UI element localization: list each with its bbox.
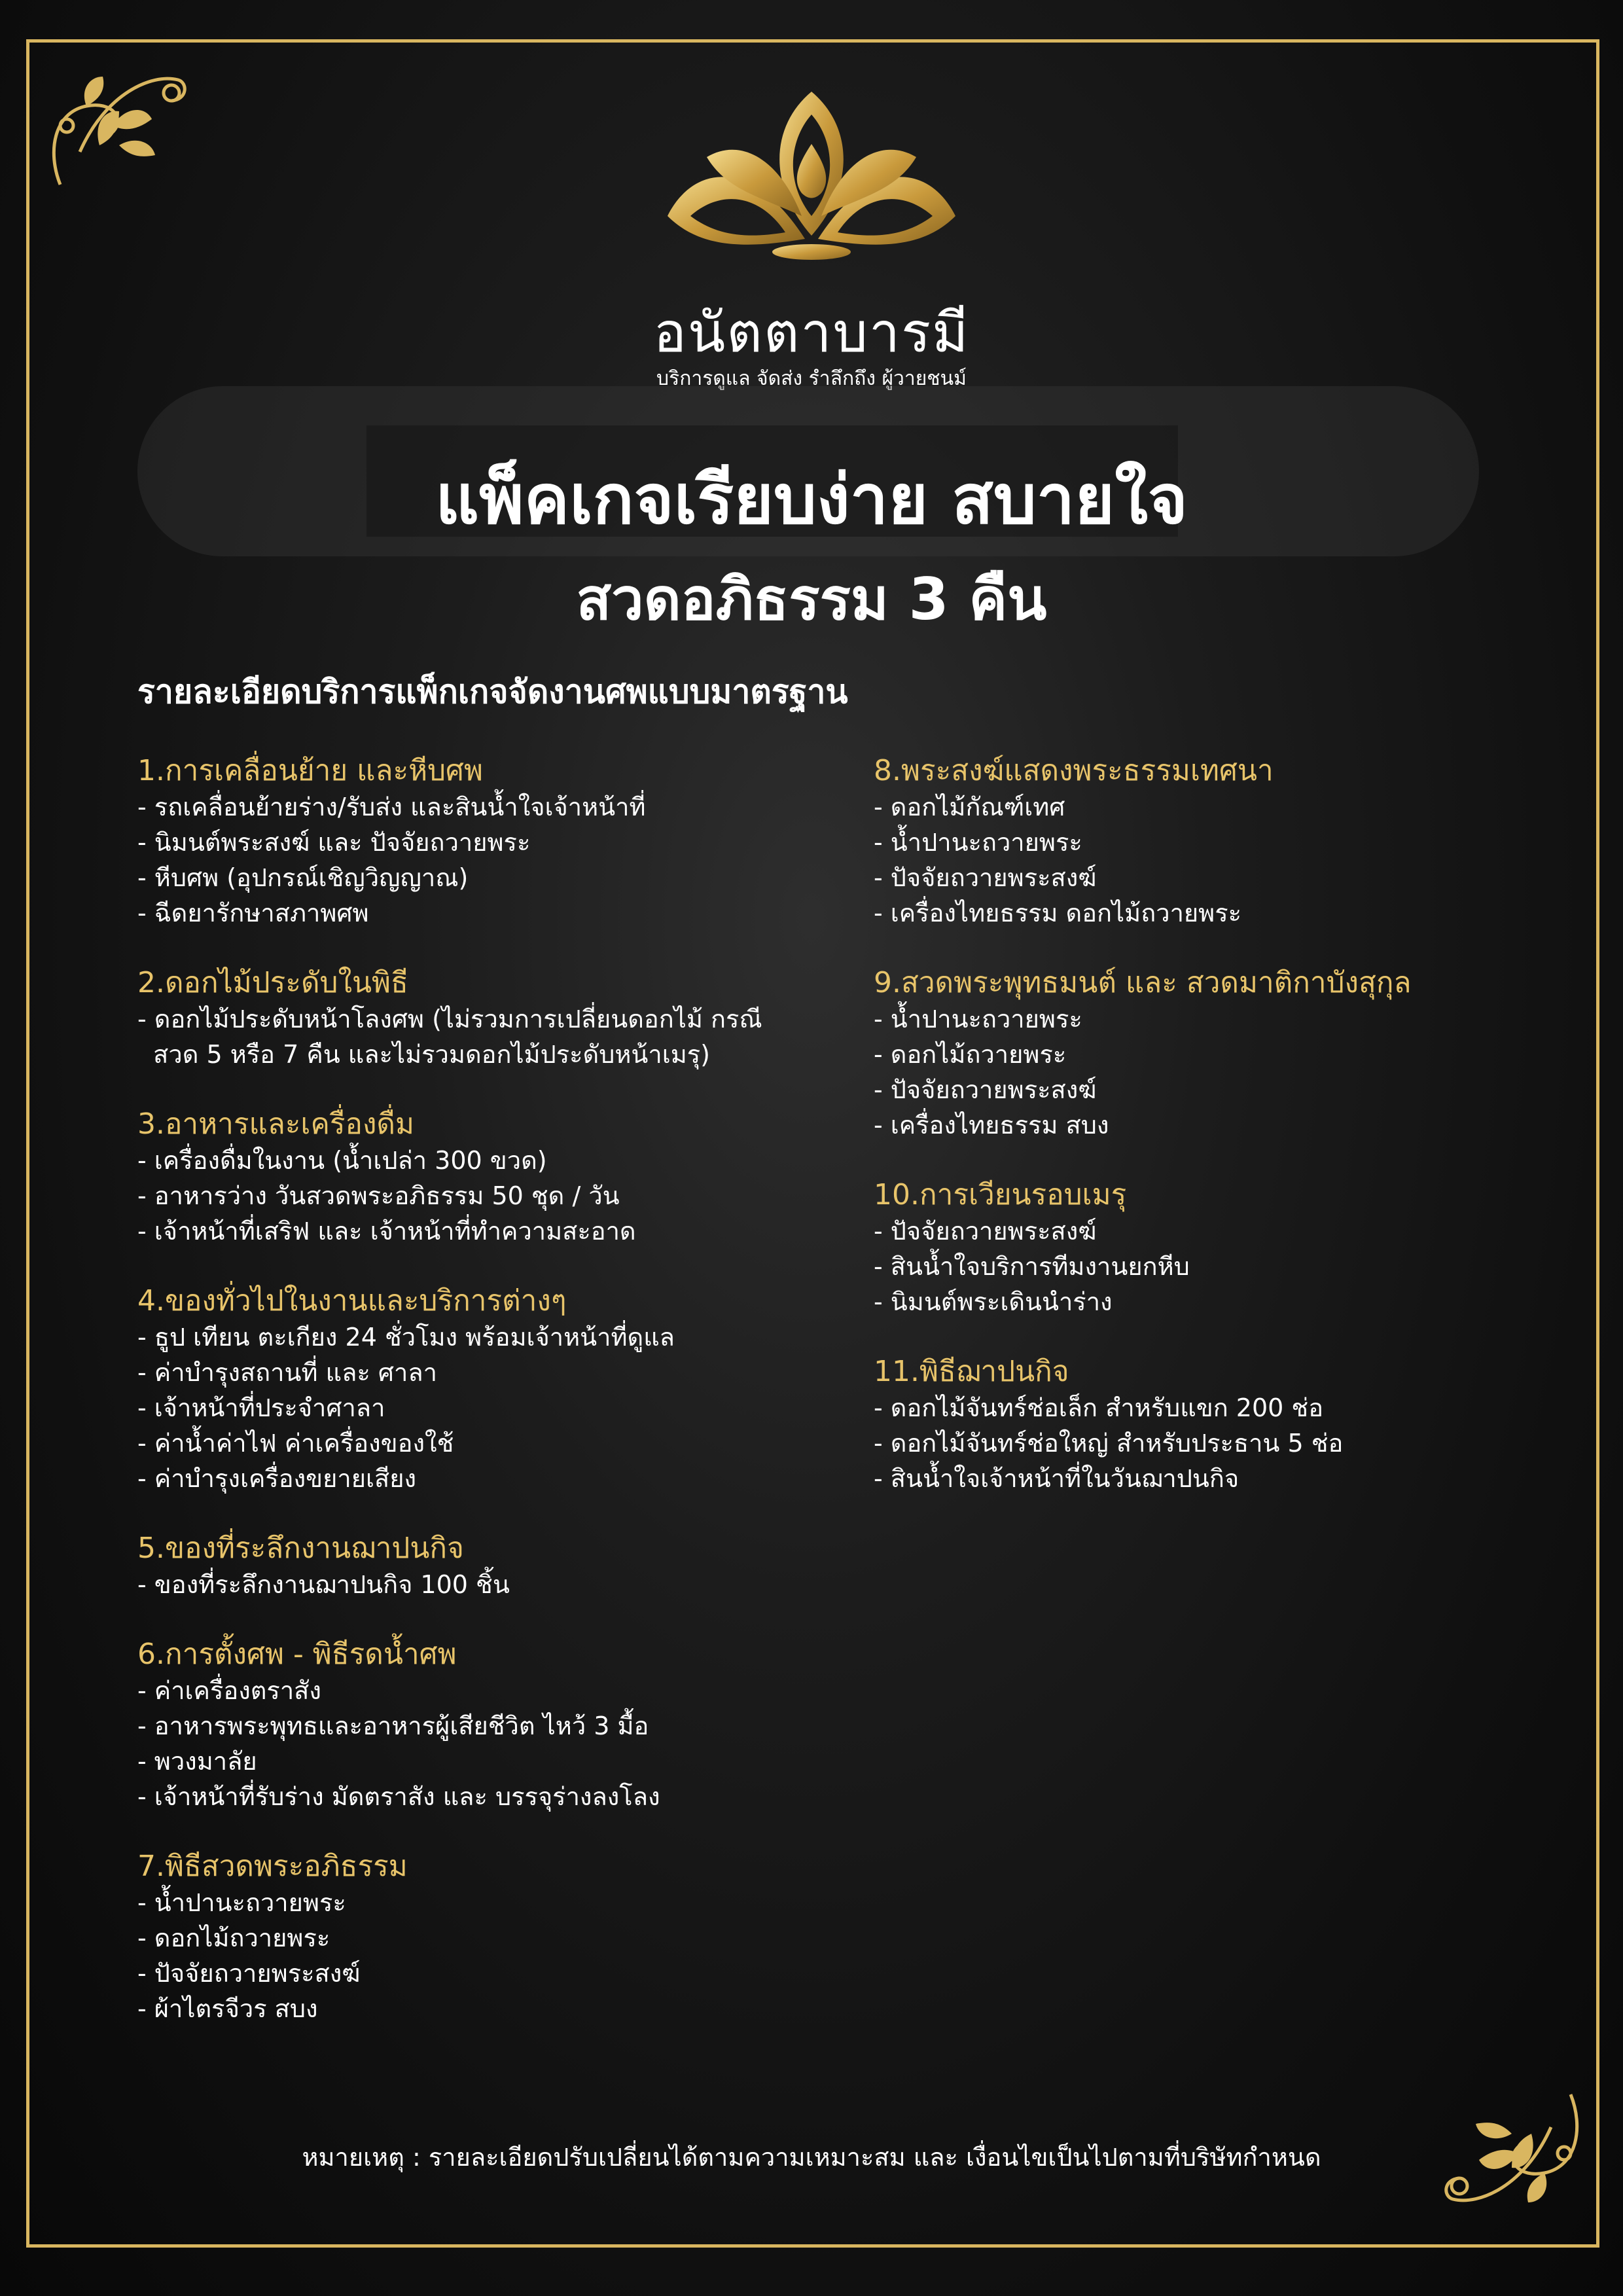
service-line: - ของที่ระลึกงานฌาปนกิจ 100 ชิ้น xyxy=(137,1570,510,1599)
service-line: - ปัจจัยถวายพระสงฆ์ xyxy=(874,1217,1097,1246)
service-line: - ดอกไม้จันทร์ช่อเล็ก สำหรับแขก 200 ช่อ xyxy=(874,1393,1324,1422)
section-heading: รายละเอียดบริการแพ็กเกจจัดงานศพแบบมาตรฐาน xyxy=(137,673,848,711)
services-right-column xyxy=(874,753,1594,1530)
package-title: แพ็คเกจเรียบง่าย สบายใจ xyxy=(435,459,1188,539)
service-line: - ธูป เทียน ตะเกียง 24 ชั่วโมง พร้อมเจ้าหน้าที่ดูแล xyxy=(137,1323,675,1352)
service-item xyxy=(874,1177,1594,1319)
service-line: - เครื่องไทยธรรม สบง xyxy=(874,1111,1109,1139)
service-line: - ดอกไม้ถวายพระ xyxy=(137,1924,330,1952)
service-line: - น้ำปานะถวายพระ xyxy=(874,1005,1082,1033)
service-item xyxy=(137,1106,857,1249)
floral-ornament-icon xyxy=(41,54,191,198)
service-line: - เครื่องไทยธรรม ดอกไม้ถวายพระ xyxy=(874,899,1242,927)
brand-name: อนัตตาบารมี xyxy=(653,300,970,365)
service-line: - ดอกไม้ประดับหน้าโลงศพ (ไม่รวมการเปลี่ยนดอกไม้ กรณี xyxy=(137,1005,762,1033)
service-item xyxy=(137,965,857,1072)
service-line: - อาหารว่าง วันสวดพระอภิธรรม 50 ชุด / วัน xyxy=(137,1181,620,1210)
service-line: - น้ำปานะถวายพระ xyxy=(137,1888,346,1917)
service-line: - หีบศพ (อุปกรณ์เชิญวิญญาณ) xyxy=(137,863,469,892)
service-line: - ผ้าไตรจีวร สบง xyxy=(137,1994,318,2023)
service-item xyxy=(137,1636,857,1814)
service-item xyxy=(137,1530,857,1602)
service-line: - นิมนต์พระเดินนำร่าง xyxy=(874,1287,1113,1316)
services-left-column xyxy=(137,753,857,2060)
service-line: - ดอกไม้จันทร์ช่อใหญ่ สำหรับประธาน 5 ช่อ xyxy=(874,1429,1344,1458)
service-title: 8.พระสงฆ์แสดงพระธรรมเทศนา xyxy=(874,754,1274,787)
service-line: - ดอกไม้กัณฑ์เทศ xyxy=(874,793,1065,821)
brand-tagline: บริการดูแล จัดส่ง รำลึกถึง ผู้วายชนม์ xyxy=(656,367,967,390)
service-item xyxy=(137,753,857,931)
service-line: - ค่าบำรุงสถานที่ และ ศาลา xyxy=(137,1358,437,1387)
service-line: สวด 5 หรือ 7 คืน และไม่รวมดอกไม้ประดับหน้าเมรุ) xyxy=(137,1040,710,1069)
service-line: - สินน้ำใจเจ้าหน้าที่ในวันฌาปนกิจ xyxy=(874,1464,1240,1493)
service-line: - เจ้าหน้าที่รับร่าง มัดตราสัง และ บรรจุร่างลงโลง xyxy=(137,1782,660,1811)
service-title: 6.การตั้งศพ - พิธีรดน้ำศพ xyxy=(137,1638,457,1671)
service-line: - นิมนต์พระสงฆ์ และ ปัจจัยถวายพระ xyxy=(137,828,531,857)
service-line: - ปัจจัยถวายพระสงฆ์ xyxy=(137,1959,361,1988)
service-line: - ฉีดยารักษาสภาพศพ xyxy=(137,899,369,927)
service-line: - พวงมาลัย xyxy=(137,1747,257,1776)
service-line: - ค่าเครื่องตราสัง xyxy=(137,1676,321,1705)
service-line: - ค่าบำรุงเครื่องขยายเสียง xyxy=(137,1464,417,1493)
service-title: 2.ดอกไม้ประดับในพิธี xyxy=(137,966,408,999)
service-title: 9.สวดพระพุทธมนต์ และ สวดมาติกาบังสุกุล xyxy=(874,966,1412,999)
service-item xyxy=(137,1283,857,1496)
service-line: - เจ้าหน้าที่เสริฟ และ เจ้าหน้าที่ทำความสะอาด xyxy=(137,1217,636,1246)
service-item xyxy=(137,1848,857,2026)
service-title: 3.อาหารและเครื่องดื่ม xyxy=(137,1107,415,1141)
service-title: 10.การเวียนรอบเมรุ xyxy=(874,1178,1127,1211)
service-title: 11.พิธีฌาปนกิจ xyxy=(874,1355,1069,1388)
service-line: - ค่าน้ำค่าไฟ ค่าเครื่องของใช้ xyxy=(137,1429,454,1458)
service-title: 7.พิธีสวดพระอภิธรรม xyxy=(137,1850,408,1883)
lotus-icon xyxy=(654,85,969,288)
service-title: 5.ของที่ระลึกงานฌาปนกิจ xyxy=(137,1532,464,1565)
service-line: - น้ำปานะถวายพระ xyxy=(874,828,1082,857)
service-line: - ปัจจัยถวายพระสงฆ์ xyxy=(874,1075,1097,1104)
service-title: 1.การเคลื่อนย้าย และหีบศพ xyxy=(137,754,483,787)
service-line: - ปัจจัยถวายพระสงฆ์ xyxy=(874,863,1097,892)
footnote: หมายเหตุ : รายละเอียดปรับเปลี่ยนได้ตามความเหมาะสม และ เงื่อนไขเป็นไปตามที่บริษัทกำหนด xyxy=(302,2143,1321,2172)
service-item xyxy=(874,1354,1594,1496)
service-item xyxy=(874,965,1594,1143)
package-subtitle: สวดอภิธรรม 3 คืน xyxy=(576,565,1047,633)
service-line: - อาหารพระพุทธและอาหารผู้เสียชีวิต ไหว้ 3 มื้อ xyxy=(137,1712,649,1740)
service-line: - รถเคลื่อนย้ายร่าง/รับส่ง และสินน้ำใจเจ้าหน้าที่ xyxy=(137,793,646,821)
service-line: - สินน้ำใจบริการทีมงานยกหีบ xyxy=(874,1252,1190,1281)
service-line: - เจ้าหน้าที่ประจำศาลา xyxy=(137,1393,385,1422)
service-line: - ดอกไม้ถวายพระ xyxy=(874,1040,1067,1069)
service-title: 4.ของทั่วไปในงานและบริการต่างๆ xyxy=(137,1284,567,1318)
service-item xyxy=(874,753,1594,931)
service-line: - เครื่องดื่มในงาน (น้ำเปล่า 300 ขวด) xyxy=(137,1146,547,1175)
